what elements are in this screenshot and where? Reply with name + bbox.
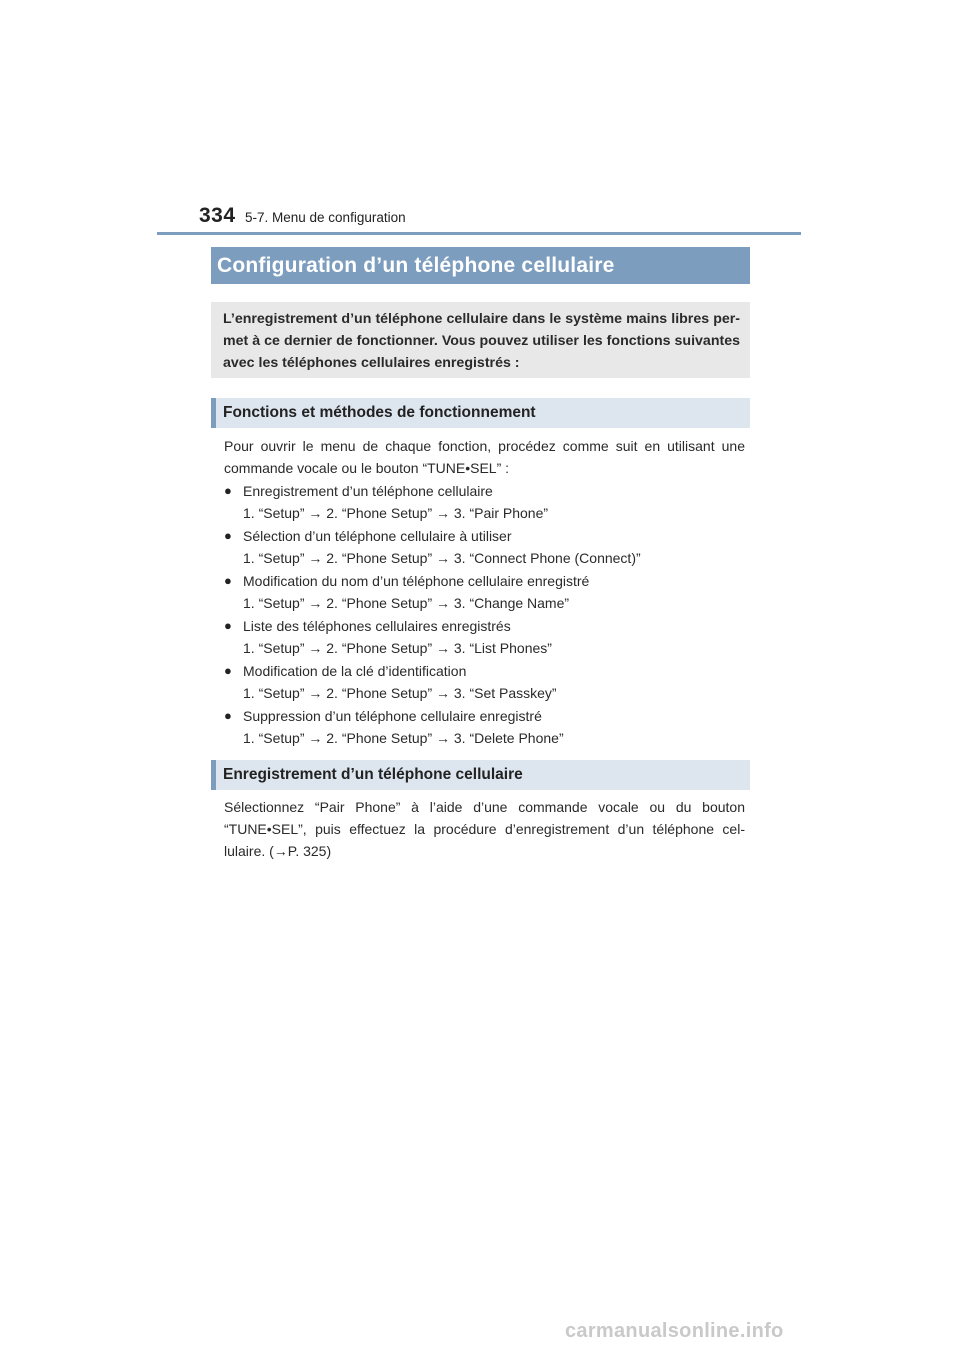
subhead-functions: Fonctions et méthodes de fonctionnement [211, 398, 750, 428]
list-item [224, 525, 745, 569]
bullet-icon: ● [224, 618, 232, 633]
intro-box: L’enregistrement d’un téléphone cellulaire dans le système mains libres per-met à ce dernier de fonctionner. Vous pouvez utiliser les fonctions suivantes avec les téléphones cellulaires enregistrés : [211, 302, 750, 378]
list-item-label: Modification de la clé d’identification [243, 663, 467, 679]
list-item [224, 570, 745, 614]
list-item-path: 1. “Setup” → 2. “Phone Setup” → 3. “Pair Phone” [243, 505, 549, 521]
list-item-label: Modification du nom d’un téléphone cellulaire enregistré [243, 573, 590, 589]
list-item [224, 705, 745, 749]
bullet-icon: ● [224, 573, 232, 588]
list-item [224, 480, 745, 524]
bullet-icon: ● [224, 663, 232, 678]
list-item-path: 1. “Setup” → 2. “Phone Setup” → 3. “List Phones” [243, 640, 552, 656]
list-item [224, 660, 745, 704]
list-item-path: 1. “Setup” → 2. “Phone Setup” → 3. “Delete Phone” [243, 730, 564, 746]
watermark: carmanualsonline.info [565, 1320, 784, 1342]
list-item-path: 1. “Setup” → 2. “Phone Setup” → 3. “Change Name” [243, 595, 570, 611]
list-item-path: 1. “Setup” → 2. “Phone Setup” → 3. “Connect Phone (Connect)” [243, 550, 641, 566]
list-item-path: 1. “Setup” → 2. “Phone Setup” → 3. “Set Passkey” [243, 685, 557, 701]
page-number: 334 [199, 204, 236, 227]
list-item-label: Sélection d’un téléphone cellulaire à utiliser [243, 528, 512, 544]
bullet-icon: ● [224, 528, 232, 543]
list-item-label: Enregistrement d’un téléphone cellulaire [243, 483, 493, 499]
bullet-icon: ● [224, 708, 232, 723]
registration-paragraph: Sélectionnez “Pair Phone” à l’aide d’une commande vocale ou du bouton “TUNE•SEL”, puis effectuez la procédure d’enregistrement d’un téléphone cel-lulaire. (→P. 325) [224, 799, 745, 859]
list-item [224, 615, 745, 659]
list-item-label: Suppression d’un téléphone cellulaire enregistré [243, 708, 542, 724]
bullet-icon: ● [224, 483, 232, 498]
functions-paragraph: Pour ouvrir le menu de chaque fonction, procédez comme suit en utilisant une commande vocale ou le bouton “TUNE•SEL” : [224, 438, 745, 476]
list-item-label: Liste des téléphones cellulaires enregistrés [243, 618, 511, 634]
section-label: 5-7. Menu de configuration [245, 210, 406, 225]
subhead-registration: Enregistrement d’un téléphone cellulaire [211, 760, 750, 790]
title-band [211, 247, 750, 284]
header-rule [157, 232, 801, 235]
page-title: Configuration d’un téléphone cellulaire [217, 253, 615, 277]
